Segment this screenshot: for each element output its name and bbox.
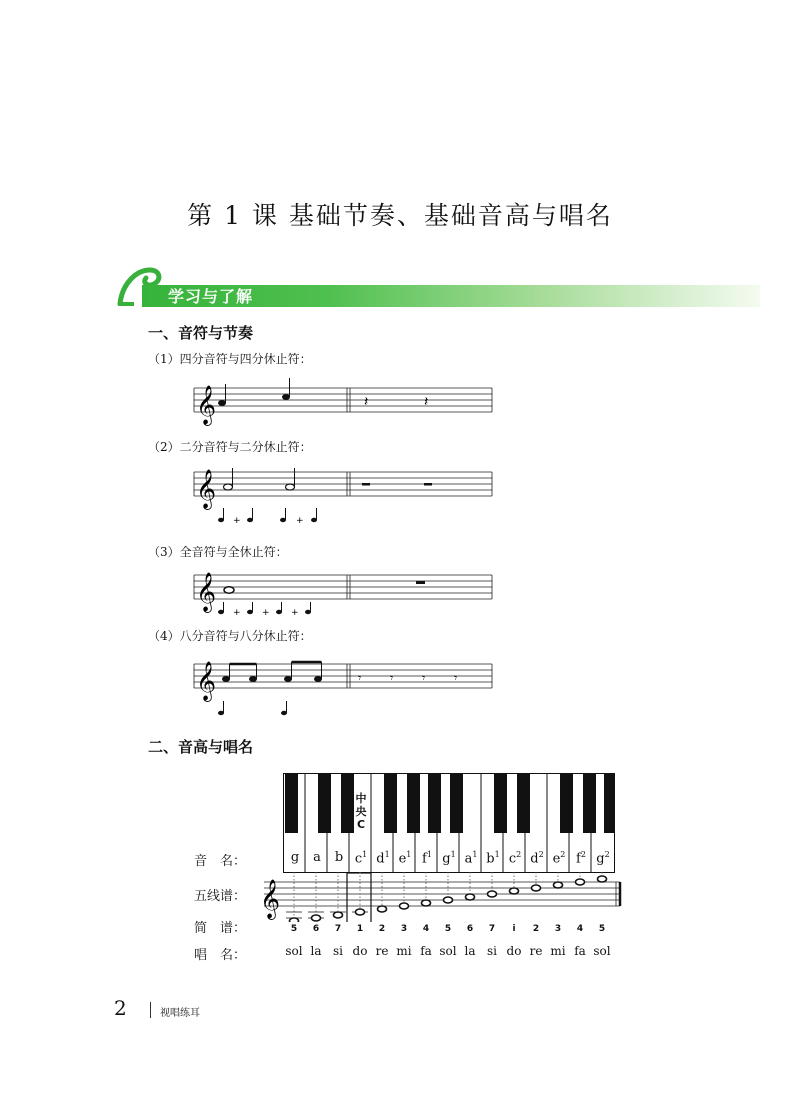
solfege-syllable: do	[352, 944, 368, 958]
staff-half-notes	[190, 462, 495, 528]
whole-rest-icon	[416, 581, 425, 584]
section-banner	[116, 270, 760, 310]
solfege-syllable: mi	[550, 944, 566, 958]
whole-note	[290, 918, 299, 922]
half-rest-icon	[362, 483, 370, 486]
item-label-whole: （3）全音符与全休止符：	[148, 545, 288, 559]
whole-note	[400, 903, 409, 909]
page-number: 2	[114, 996, 127, 1020]
treble-clef-icon: 𝄞	[196, 661, 217, 701]
numbered-note: i	[512, 924, 516, 934]
item-label-quarter: （1）四分音符与四分休止符：	[148, 352, 312, 366]
beat-hint-row	[218, 508, 317, 526]
note-name: $c^1$	[354, 850, 368, 867]
solfege-syllable: si	[333, 944, 343, 958]
solfege-syllable: sol	[439, 944, 457, 958]
row-label-staff: 五线谱：	[194, 889, 247, 904]
numbered-note: 4	[422, 924, 430, 934]
item-label-eighth: （4）八分音符与八分休止符：	[148, 629, 312, 643]
whole-note	[554, 882, 563, 888]
quarter-rest-icon: 𝄽	[424, 394, 429, 410]
numbered-note: 7	[334, 924, 342, 934]
numbered-note: 5	[598, 924, 606, 934]
numbered-note: 2	[532, 924, 540, 934]
note-name: b	[334, 850, 344, 865]
svg-text:+: +	[233, 516, 241, 526]
item-label-half: （2）二分音符与二分休止符：	[148, 440, 312, 454]
quarter-rest-icon: 𝄽	[364, 394, 369, 410]
half-rest-icon	[424, 483, 432, 486]
section-heading-pitch: 二、音高与唱名	[148, 738, 254, 756]
whole-note	[532, 885, 541, 891]
whole-note	[466, 894, 475, 900]
eighth-rest-icon: 𝄾	[422, 671, 426, 685]
solfege-syllable: do	[506, 944, 522, 958]
note-name: $d^2$	[530, 850, 544, 867]
whole-note	[488, 891, 497, 897]
whole-note	[312, 915, 321, 921]
whole-note	[576, 879, 585, 885]
note-name-row	[284, 850, 616, 870]
whole-note	[378, 906, 387, 912]
whole-note	[422, 900, 431, 906]
numbered-note: 1	[356, 924, 364, 934]
treble-clef-icon: 𝄞	[196, 469, 217, 509]
note-name: $b^1$	[486, 850, 500, 867]
note-name: $g^1$	[442, 850, 456, 867]
numbered-note: 5	[290, 924, 298, 934]
treble-clef-icon: 𝄞	[196, 385, 217, 425]
beat-hint-row	[218, 602, 311, 618]
solfege-syllable: sol	[285, 944, 303, 958]
solfege-syllable: la	[310, 944, 322, 958]
whole-note	[598, 876, 607, 882]
numbered-note: 2	[378, 924, 386, 934]
solfege-syllable: fa	[420, 944, 432, 958]
solfege-syllable: fa	[574, 944, 586, 958]
solfege-syllable: la	[464, 944, 476, 958]
row-label-numbered: 简 谱：	[194, 921, 247, 936]
note-name: $f^1$	[422, 850, 432, 867]
staff-whole-notes	[190, 565, 495, 625]
note-name: $c^2$	[508, 850, 522, 867]
black-keys	[285, 773, 615, 833]
banner-label: 学习与了解	[168, 287, 254, 306]
middle-c-label: 中 央 C	[355, 792, 367, 831]
solfege-row	[283, 944, 615, 962]
book-title: 视唱练耳	[160, 1008, 200, 1019]
footer-divider	[150, 1002, 151, 1018]
numbered-notation-row	[283, 924, 615, 940]
numbered-note: 5	[444, 924, 452, 934]
solfege-syllable: mi	[396, 944, 412, 958]
row-label-solfege: 唱 名：	[194, 948, 247, 963]
numbered-note: 3	[554, 924, 562, 934]
row-label-note-names: 音 名：	[194, 854, 247, 869]
note-name: $a^1$	[464, 850, 478, 867]
staff-eighth-notes	[190, 654, 495, 718]
numbered-note: 3	[400, 924, 408, 934]
svg-text:+: +	[291, 608, 299, 618]
note-name: $g^2$	[596, 850, 610, 867]
pitch-staff	[258, 872, 630, 922]
note-name: $e^1$	[398, 850, 412, 867]
note-name: g	[290, 850, 300, 865]
whole-note	[334, 912, 343, 918]
svg-text:+: +	[233, 608, 241, 618]
piano-keyboard	[283, 773, 615, 873]
numbered-note: 6	[466, 924, 474, 934]
section-heading-notes: 一、音符与节奏	[148, 324, 254, 342]
solfege-syllable: re	[529, 944, 543, 958]
eighth-rest-icon: 𝄾	[358, 671, 362, 685]
numbered-note: 6	[312, 924, 320, 934]
eighth-rest-icon: 𝄾	[390, 671, 394, 685]
solfege-syllable: sol	[593, 944, 611, 958]
treble-clef-icon: 𝄞	[196, 572, 217, 612]
staff-quarter-notes	[190, 378, 495, 438]
numbered-note: 4	[576, 924, 584, 934]
whole-note	[444, 897, 453, 903]
lesson-title: 第 1 课 基础节奏、基础音高与唱名	[187, 201, 613, 230]
svg-text:+: +	[262, 608, 270, 618]
note-name: $d^1$	[376, 850, 390, 867]
note-name: a	[313, 850, 321, 865]
svg-text:+: +	[296, 516, 304, 526]
note-name: $e^2$	[552, 850, 566, 867]
treble-clef-icon: 𝄞	[260, 879, 281, 919]
beat-hint-row	[218, 701, 287, 715]
note-name: $f^2$	[576, 850, 586, 867]
solfege-syllable: re	[375, 944, 389, 958]
whole-note	[510, 888, 519, 894]
solfege-syllable: si	[487, 944, 497, 958]
whole-note	[356, 909, 365, 915]
numbered-note: 7	[488, 924, 496, 934]
eighth-rest-icon: 𝄾	[454, 671, 458, 685]
